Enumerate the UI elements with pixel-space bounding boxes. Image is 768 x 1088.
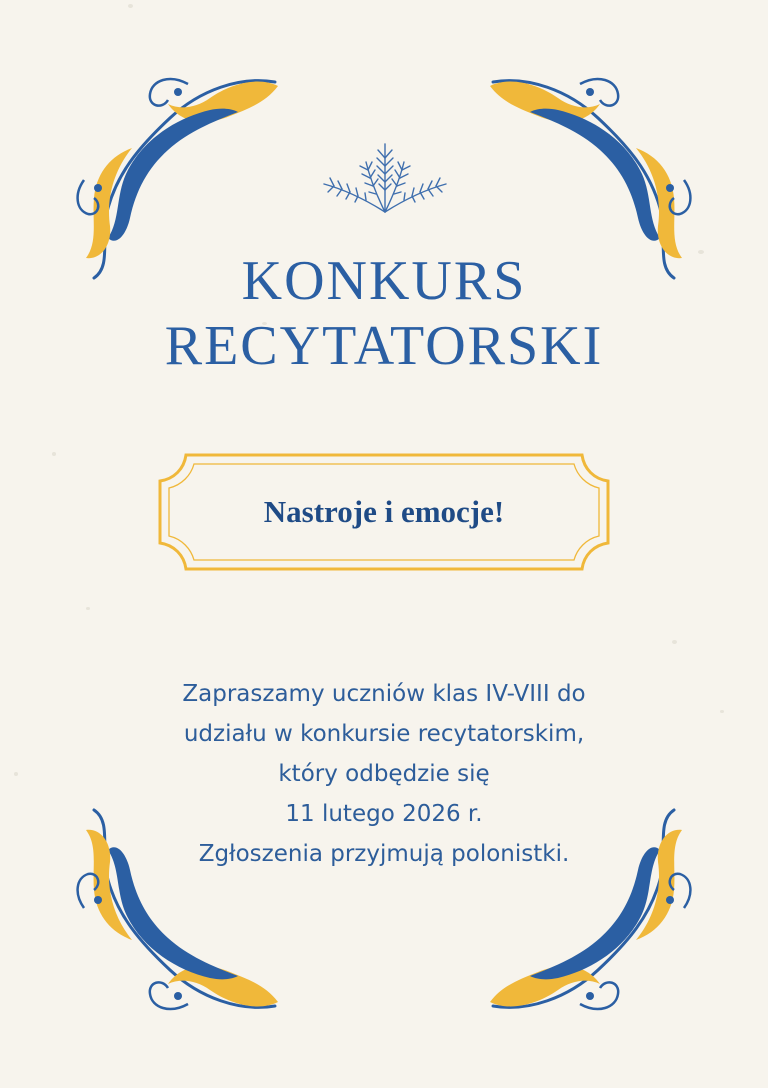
paper-speck [672,640,677,644]
invitation-line: Zapraszamy uczniów klas IV-VIII do [182,681,586,707]
paper-speck [128,4,133,8]
page-title-line-1: KONKURS [241,250,527,312]
paper-speck [86,607,90,610]
invitation-line: Zgłoszenia przyjmują polonistki. [198,841,570,867]
invitation-date: 11 lutego 2026 r. [285,801,483,827]
invitation-line: który odbędzie się [278,761,490,787]
subtitle: Nastroje i emocje! [263,494,505,529]
wheat-ornament-icon [320,138,450,216]
page-title-line-2: RECYTATORSKI [164,315,604,377]
invitation-line: udziału w konkursie recytatorskim, [183,721,585,747]
invitation-text [0,674,768,874]
paper-speck [52,452,56,456]
